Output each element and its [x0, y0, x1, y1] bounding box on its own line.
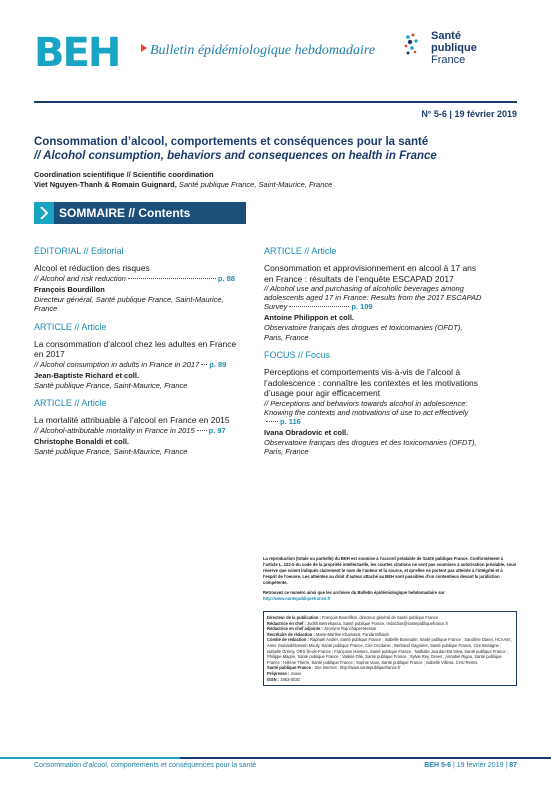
- reproduction-notice: La reproduction (totale ou partielle) du BEH est soumise à l’accord préalable de Santé publique France. Conformément à l’article L. 122-5 du code de la propriété intellectuelle, les courtes citations ne sont pas soumises à autorisation préalable, sous réserve que soient indiqués clairement le nom de l’auteur et la source, et qu’elles ne portent pas atteinte à l’intégrité et à l’esprit de l’oeuvre. Les atteintes au droit d’auteur attaché au BEH sont passibles d’un contentieux devant la juridiction compétente.: [263, 556, 517, 585]
- contents-right-column: [264, 246, 482, 465]
- sante-publique-wordmark: [431, 30, 477, 66]
- entry-subtitle: // Alcohol and risk reduction: [34, 273, 126, 283]
- toc-entry[interactable]: [264, 350, 482, 457]
- leader-dots: [201, 364, 207, 365]
- coordination-label: Coordination scientifique // Scientific coordination: [34, 170, 214, 179]
- credit-label: Directeur de la publication :: [267, 615, 321, 620]
- credit-label: Comité de rédaction :: [267, 637, 309, 643]
- section-heading: ARTICLE // Article: [34, 398, 107, 408]
- entry-affiliation: Santé publique France, Saint-Maurice, France: [34, 446, 188, 456]
- entry-title: La consommation d’alcool chez les adultes en France en 2017: [34, 338, 237, 359]
- entry-author: François Bourdillon: [34, 284, 105, 294]
- entry-affiliation: Observatoire français des drogues et des toxicomanies (OFDT), Paris, France: [264, 437, 477, 456]
- footer-date: | 19 février 2019 |: [451, 762, 510, 769]
- entry-title: Consommation et approvisionnement en alcool à 17 ans en France : résultats de l’enquête ESCAPAD 2017: [264, 263, 477, 284]
- toc-entry[interactable]: [34, 398, 244, 456]
- entry-author: Antoine Philippon et coll.: [264, 313, 354, 322]
- toc-entry[interactable]: [34, 322, 244, 391]
- contents-heading: SOMMAIRE // Contents: [59, 206, 191, 220]
- issue-title: [34, 135, 517, 163]
- contents-banner: [34, 202, 246, 224]
- credit-text: Jouve: [289, 670, 302, 676]
- section-heading: ARTICLE // Article: [34, 321, 107, 332]
- credit-label: Rédactrice en chef adjointe :: [267, 626, 323, 632]
- sante-publique-logo: [404, 30, 484, 70]
- credit-text: Jocelyne Rajnchapel-Messaï: [322, 626, 377, 632]
- editorial-credits: [263, 611, 517, 686]
- footer-page-number: 87: [509, 762, 517, 769]
- section-heading: ÉDITORIAL // Editorial: [34, 246, 124, 256]
- credit-text: 1953-8030: [279, 676, 300, 682]
- credit-text: Judith Benrekassa, Santé publique France, redaction@santepubliquefrance.fr: [305, 620, 448, 626]
- archive-link[interactable]: http://www.santepubliquefrance.fr: [263, 596, 331, 601]
- entry-author: Christophe Bonaldi et coll.: [34, 436, 130, 446]
- credit-text: - Site Internet : http://www.santepubliquefrance.fr: [310, 665, 401, 671]
- leader-dots: [289, 306, 349, 307]
- toc-entry[interactable]: [34, 246, 244, 314]
- entry-page: p. 89: [209, 359, 227, 369]
- footer-divider: [0, 757, 551, 759]
- entry-author: Jean-Baptiste Richard et coll.: [34, 370, 140, 380]
- credit-label: Secrétaire de rédaction :: [267, 631, 315, 637]
- leader-dots: [266, 421, 278, 422]
- entry-subtitle: // Alcohol-attributable mortality in France in 2015: [34, 425, 195, 435]
- entry-subtitle: // Alcohol consumption in adults in France in 2017: [34, 359, 200, 369]
- entry-title: Perceptions et comportements vis-à-vis de l’alcool à l’adolescence : connaître les contextes et les motivations d’usage pour agir efficacement: [264, 367, 479, 398]
- leader-dots: [197, 430, 207, 431]
- credit-line: [267, 637, 513, 665]
- contents-left-column: [34, 246, 244, 464]
- beh-logo: BEH: [34, 30, 120, 76]
- entry-page: p. 88: [217, 273, 235, 283]
- coordination-affiliation: Santé publique France, Saint-Maurice, France: [176, 180, 333, 189]
- chevron-right-icon: [140, 44, 148, 52]
- chevron-right-icon: [34, 202, 54, 224]
- title-english: // Alcohol consumption, behaviors and consequences on health in France: [34, 150, 437, 162]
- masthead: [0, 0, 551, 100]
- entry-page: p. 97: [208, 425, 226, 435]
- credit-label: ISSN :: [267, 676, 280, 682]
- partner-line-3: France: [431, 54, 466, 66]
- credit-text: François Bourdillon, directeur général de Santé publique France: [320, 615, 439, 620]
- section-heading: ARTICLE // Article: [264, 246, 337, 256]
- entry-subtitle: // Perceptions and behaviors towards alcohol in adolescence: Knowing the contexts and motivations of use to act effectively: [264, 398, 469, 417]
- entry-page: p. 109: [351, 302, 373, 311]
- credit-line: [267, 677, 513, 683]
- legal-notice: [263, 556, 517, 606]
- entry-title: Alcool et réduction des risques: [34, 263, 150, 273]
- sante-publique-dots-icon: [404, 32, 426, 58]
- toc-entry[interactable]: [264, 246, 482, 342]
- partner-line-1: Santé: [431, 30, 461, 42]
- coordination-names: Viet Nguyen-Thanh & Romain Guignard,: [34, 180, 177, 189]
- header-divider: [34, 101, 517, 103]
- credit-label: Rédactrice en chef :: [267, 620, 306, 626]
- leader-dots: [128, 278, 216, 279]
- partner-line-2: publique: [431, 42, 477, 54]
- entry-author: Ivana Obradovic et coll.: [264, 427, 349, 437]
- entry-affiliation: Observatoire français des drogues et toxicomanies (OFDT), Paris, France: [264, 323, 463, 342]
- entry-page: p. 116: [280, 416, 301, 426]
- entry-title: La mortalité attribuable à l’alcool en France en 2015: [34, 415, 230, 425]
- credit-label: Prépresse :: [267, 670, 290, 676]
- section-heading: FOCUS // Focus: [264, 350, 331, 360]
- journal-subtitle: Bulletin épidémiologique hebdomadaire: [150, 43, 375, 58]
- footer-issue: BEH 5-6: [424, 762, 452, 769]
- entry-affiliation: Directeur général, Santé publique France, Saint-Maurice, France: [34, 294, 224, 313]
- entry-subtitle: // Alcohol use and purchasing of alcoholic beverages among adolescents aged 17 in France: Results from the 2017 ESCAPAD Survey: [264, 284, 482, 311]
- title-french: Consommation d’alcool, comportements et conséquences pour la santé: [34, 136, 429, 148]
- footer-title: Consommation d’alcool, comportements et conséquences pour la santé: [34, 762, 257, 769]
- credit-label: Santé publique France: [267, 665, 311, 671]
- footer-issue-info: [424, 762, 517, 769]
- credit-text: Marie-Martine Khamassi, Farida Mihoub: [314, 631, 389, 637]
- scientific-coordination: [34, 170, 517, 190]
- credit-text: Raphaël Andler, Santé publique France ; Isabelle Bonmarin, Santé publique France ; Sandrine Danet, HCAAM ; Anne Guinard/Damien Mouly, Santé publique France, Cire Occitanie ; Bertrand Gagnière, Santé publique France, Cire Bretagne ; Isabelle Grémy, ORS Île-de-France ; Françoise Hamers, Santé publique France ; Nathalie Jourdan-Da Silva, Santé publique France ; Philippe Magne, Santé publique France ; Valérie Olié, Santé publique France ; Sylvie Rey, Drees ; Annabel Rigou, Santé publique France ; Hélène Therre, Santé publique France ; Sophie Vaux, Santé publique France ; Isabelle Villena, CHU Reims.: [267, 637, 513, 665]
- issue-number: N° 5-6 | 19 février 2019: [421, 109, 517, 119]
- archive-notice: Retrouvez ce numéro ainsi que les archives du Bulletin épidémiologique hebdomadaire sur: [263, 590, 445, 595]
- entry-affiliation: Santé publique France, Saint-Maurice, France: [34, 380, 188, 390]
